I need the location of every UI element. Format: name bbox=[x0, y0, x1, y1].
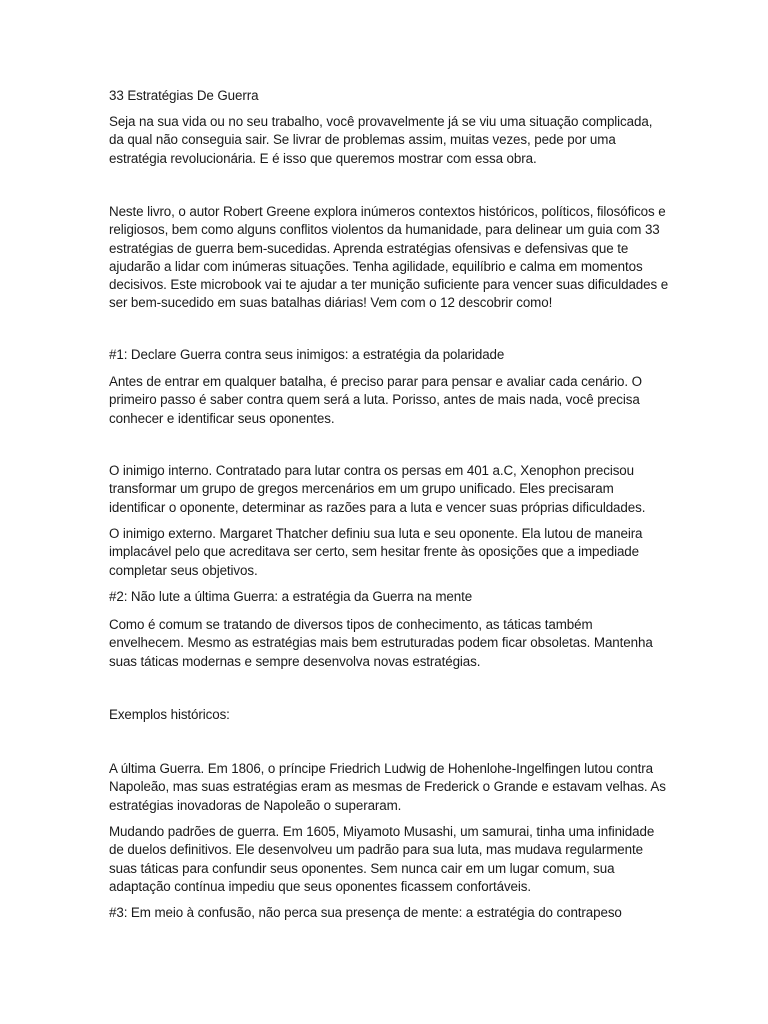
paragraph-strategy-1-intro: Antes de entrar em qualquer batalha, é preciso parar para pensar e avaliar cada cenário. O primeiro passo é saber contra quem será a luta. Porisso, antes de mais nada, você precisa conhecer e identificar seus oponentes. bbox=[109, 374, 642, 426]
paragraph-strategy-2-intro: Como é comum se tratando de diversos tipos de conhecimento, as táticas também envelhecem. Mesmo as estratégias mais bem estruturadas podem ficar obsoletas. Mantenha suas táticas modernas e sempre desenvolva novas estratégias. bbox=[109, 617, 653, 669]
paragraph-inimigo-externo: O inimigo externo. Margaret Thatcher definiu sua luta e seu oponente. Ela lutou de maneira implacável pelo que acreditava ser certo, sem hesitar frente às oposições que a impediade completar seus objetivos. bbox=[109, 526, 643, 578]
heading-strategy-2: #2: Não lute a última Guerra: a estratégia da Guerra na mente bbox=[109, 589, 473, 604]
paragraph-ultima-guerra: A última Guerra. Em 1806, o príncipe Friedrich Ludwig de Hohenlohe-Ingelfingen lutou contra Napoleão, mas suas estratégias eram as mesmas de Frederick o Grande e estavam velhas. As estratégias inovadoras de Napoleão o superaram. bbox=[109, 761, 666, 813]
paragraph-mudando-padroes: Mudando padrões de guerra. Em 1605, Miyamoto Musashi, um samurai, tinha uma infinidade de duelos definitivos. Ele desenvolveu um padrão para sua luta, mas mudava regularmente suas táticas para confundir seus oponentes. Sem nunca cair em um lugar comum, sua adaptação contínua impediu que seus oponentes ficassem confortáveis. bbox=[109, 824, 655, 894]
paragraph-book-summary: Neste livro, o autor Robert Greene explora inúmeros contextos históricos, políticos, filosóficos e religiosos, bem como alguns conflitos violentos da humanidade, para delinear um guia com 33 estratégias de guerra bem-sucedidas. Aprenda estratégias ofensivas e defensivas que te ajudarão a lidar com inúmeras situações. Tenha agilidade, equilíbrio e calma em momentos decisivos. Este microbook vai te ajudar a ter munição suficiente para vencer suas dificuldades e ser bem-sucedido em suas batalhas diárias! Vem com o 12 descobrir como! bbox=[109, 204, 669, 311]
heading-strategy-3: #3: Em meio à confusão, não perca sua presença de mente: a estratégia do contrapeso bbox=[109, 905, 622, 920]
paragraph-intro: Seja na sua vida ou no seu trabalho, você provavelmente já se viu uma situação complicada, da qual não conseguia sair. Se livrar de problemas assim, muitas vezes, pede por uma estratégia revolucionária. E é isso que queremos mostrar com essa obra. bbox=[109, 114, 653, 166]
paragraph-inimigo-interno: O inimigo interno. Contratado para lutar contra os persas em 401 a.C, Xenophon precisou transformar um grupo de gregos mercenários em um grupo unificado. Eles precisaram identificar o oponente, determinar as razões para a luta e vencer suas próprias dificuldades. bbox=[109, 463, 646, 515]
document-title: 33 Estratégias De Guerra bbox=[109, 88, 259, 103]
paragraph-exemplos: Exemplos históricos: bbox=[109, 707, 230, 722]
heading-strategy-1: #1: Declare Guerra contra seus inimigos: a estratégia da polaridade bbox=[109, 347, 505, 362]
